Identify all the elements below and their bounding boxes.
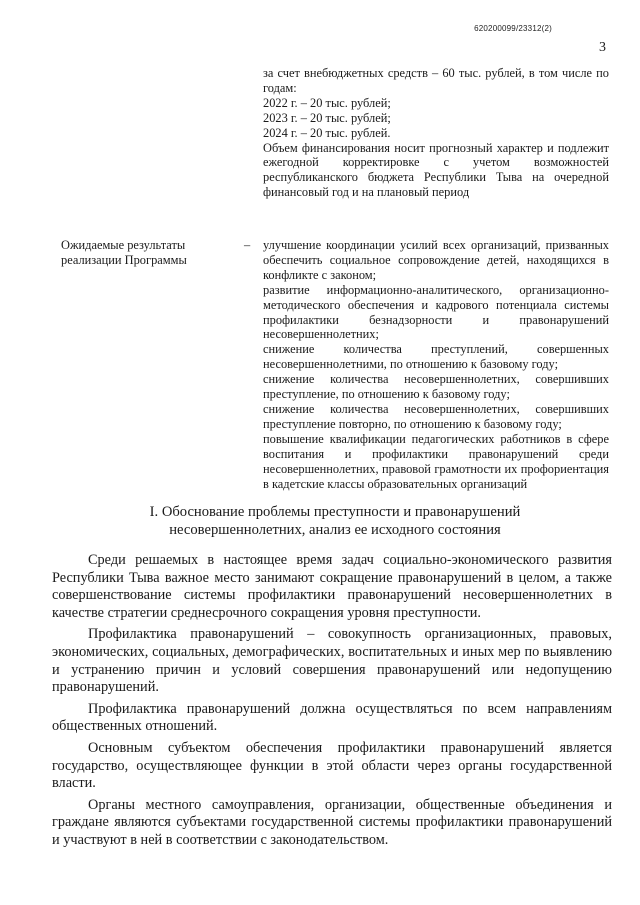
section-heading-line-2: несовершеннолетних, анализ ее исходного состояния (169, 522, 501, 538)
result-item: снижение количества преступлений, совершенных несовершеннолетними, по отношению к базовому году; (263, 342, 609, 372)
funding-line: за счет внебюджетных средств – 60 тыс. рублей, в том числе по годам: (263, 66, 609, 95)
result-item: развитие информационно-аналитического, организационно-методического обеспечения и кадрового потенциала системы профилактики безнадзорности и правонарушений несовершеннолетних; (263, 282, 609, 342)
result-item: улучшение координации усилий всех организаций, призванных обеспечить социальное сопровождение детей, находящихся в конфликте с законом; (263, 238, 609, 282)
section-body (52, 552, 612, 854)
funding-line: 2024 г. – 20 тыс. рублей. (263, 125, 391, 140)
result-item: снижение количества несовершеннолетних, совершивших преступление повторно, по отношению к базовому году; (263, 401, 609, 431)
body-paragraph: Органы местного самоуправления, организации, общественные объединения и граждане являются субъектами государственной системы профилактики правонарушений и участвуют в ней в соответствии с законодательством. (52, 796, 612, 848)
body-paragraph: Среди решаемых в настоящее время задач социально-экономического развития Республики Тыва важное место занимают сокращение правонарушений в целом, а также совершенствование системы профилактики правонарушений несовершеннолетних в качестве стратегии среднесрочного сокращения уровня преступности. (52, 552, 612, 621)
funding-text (263, 66, 609, 200)
body-paragraph: Профилактика правонарушений – совокупность организационных, правовых, экономических, социальных, демографических, воспитательных и иных мер по выявлению и устранению причин и условий совершения правонарушений или недопущению правонарушений. (52, 626, 612, 696)
result-item: снижение количества несовершеннолетних, совершивших преступление, по отношению к базовому году; (263, 372, 609, 402)
body-paragraph: Профилактика правонарушений должна осуществляться по всем направлениям общественных отношений. (52, 700, 612, 735)
funding-line: 2023 г. – 20 тыс. рублей; (263, 110, 391, 125)
page-number: 3 (599, 40, 606, 55)
funding-note: Объем финансирования носит прогнозный характер и подлежит ежегодной корректировке с учетом возможностей республиканского бюджета Республики Тыва на очередной финансовый год и на плановый период (263, 140, 609, 200)
body-paragraph: Основным субъектом обеспечения профилактики правонарушений является государство, осуществляющее функции в этой области через органы государственной власти. (52, 739, 612, 792)
result-item: повышение квалификации педагогических работников в сфере воспитания и профилактики правонарушений среди несовершеннолетних, правовой грамотности их профориентация в кадетские классы образовательных организаций (263, 431, 609, 491)
section-heading (60, 503, 610, 539)
expected-results-label: Ожидаемые результаты реализации Программы (61, 238, 187, 267)
funding-line: 2022 г. – 20 тыс. рублей; (263, 95, 391, 110)
document-code: 620200099/23312(2) (474, 24, 552, 33)
dash-separator: – (244, 238, 251, 252)
expected-results-list (263, 238, 609, 491)
section-heading-line-1: I. Обоснование проблемы преступности и правонарушений (149, 504, 521, 520)
